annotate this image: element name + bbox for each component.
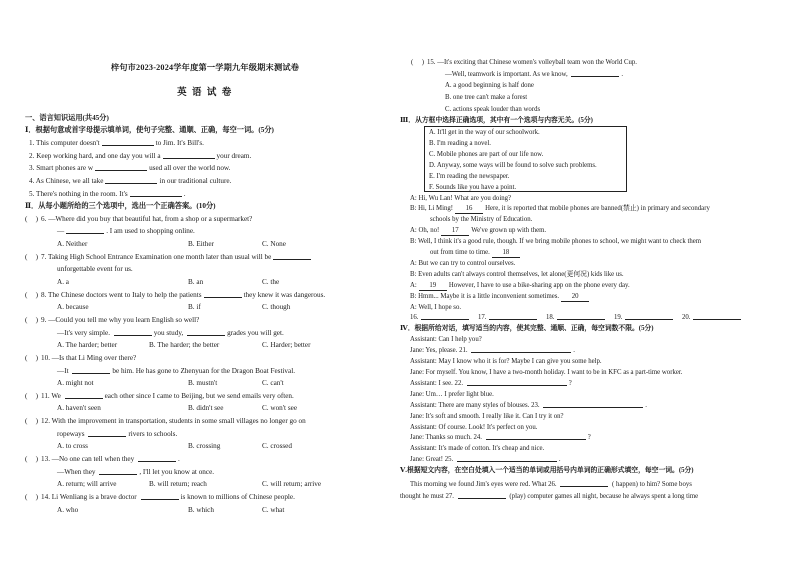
dialogue-line: Jane: It's soft and smooth. I really like it. Can I try it on? (410, 412, 564, 420)
option-b: B. if (188, 303, 201, 312)
answer-bracket: ( ) (25, 492, 38, 501)
box-option-f: F. Sounds like you have a point. (429, 183, 517, 191)
dialogue-line: out from time to time. 18 (400, 248, 770, 259)
option-c: C. None (262, 240, 286, 249)
question-10-options (25, 377, 385, 390)
option-b: B. The harder; the better (149, 341, 220, 350)
dialogue-line: Assistant: Of course. Look! It's perfect on you. (410, 423, 538, 431)
question-14-options (25, 504, 385, 517)
part-heading: 一、语言知识运用(共45分) (25, 113, 109, 122)
option-b: B. didn't see (188, 404, 224, 413)
options-box (424, 126, 627, 192)
answer-bracket: ( ) (25, 252, 38, 261)
numbered-blank: 19 (419, 282, 447, 291)
question-3: 3. Smart phones are w used all over the world now. (29, 164, 231, 173)
question-6-line-2: — . I am used to shopping online. (57, 227, 195, 236)
answer-16: 16. (410, 313, 478, 324)
question-15-stem: ( ) 15. —It's exciting that Chinese women's volleyball team won the World Cup. (400, 57, 770, 69)
answer-17: 17. (478, 313, 546, 324)
box-option-d: D. Anyway, some ways will be found to solve such problems. (429, 161, 597, 169)
option-b: B. one tree can't make a forest (445, 93, 528, 101)
answer-blank (72, 368, 110, 374)
dialogue-line: Assistant: There are many styles of blouses. 23. . (410, 401, 647, 409)
right-column-middle (400, 194, 770, 478)
option-a: A. who (57, 505, 79, 514)
answer-blank (141, 494, 179, 500)
box-option-e: E. I'm reading the newspaper. (429, 172, 510, 180)
dialogue-line: B: Well, I think it's a good rule, though. If we bring mobile phones to school, we might want to check them (410, 238, 702, 246)
dialogue-line: Jane: Yes, please. 21. . (410, 347, 575, 355)
answer-blank (66, 228, 104, 234)
answer-blank (204, 292, 242, 298)
numbered-blank: 17 (441, 227, 469, 236)
dialogue-line: Jane: Great! 25. . (410, 456, 561, 464)
answer-18: 18. (546, 313, 614, 324)
right-column-bottom (400, 479, 770, 503)
answer-bracket: ( ) (25, 391, 38, 400)
dialogue-line: Assistant: May I know who it is for? Maybe I can give you some help. (410, 358, 602, 366)
question-7-options (25, 276, 385, 289)
option-b: B. Either (188, 240, 214, 249)
question-13-line-2: —When they , I'll let you know at once. (57, 467, 215, 476)
option-b: B. which (188, 505, 214, 514)
answer-blank (625, 314, 673, 320)
answer-blank (88, 431, 126, 437)
answer-blank (467, 380, 567, 386)
dialogue-line: Assistant: Can I help you? (410, 336, 482, 344)
box-option-c: C. Mobile phones are part of our life now. (429, 150, 544, 158)
section-5-heading: Ⅴ.根据短文内容，在空白处填入一个适当的单词或用括号内单词的正确形式填空，每空一词。(5分) (400, 467, 694, 475)
option-c: C. will return; arrive (262, 480, 322, 489)
question-15-line-2: —Well, teamwork is important. As we know, . (445, 70, 624, 78)
answer-blank (95, 165, 147, 171)
question-9-line-2: —It's very simple. you study, grades you will get. (57, 328, 284, 337)
section-1-heading: Ⅰ．根据句意或首字母提示填单词，使句子完整、通顺、正确，每空一词。(5分) (25, 126, 274, 135)
answer-blank (130, 191, 182, 197)
option-c: C. Harder; better (262, 341, 311, 350)
question-7-line-2: unforgettable event for us. (57, 265, 133, 274)
answer-blank (471, 347, 571, 353)
answer-row (400, 313, 770, 324)
question-13-options (25, 478, 385, 491)
box-option-a: A. It'll get in the way of our schoolwork. (429, 128, 540, 136)
option-a: A. because (57, 303, 89, 312)
option-c: C. though (262, 303, 291, 312)
dialogue-line: B: Hi, Li Ming! 16 Here, it is reported that mobile phones are banned(禁止) in primary and secondary (410, 205, 710, 213)
option-a: A. return; will arrive (57, 480, 117, 489)
option-b: B. an (188, 278, 204, 287)
passage-line: This morning we found Jim's eyes were red. What 26. ( happen) to him? Some boys (410, 481, 692, 488)
question-4: 4. As Chinese, we all take in our traditional culture. (29, 176, 232, 185)
numbered-blank: 18 (492, 249, 520, 258)
question-6-options (25, 238, 385, 251)
left-column (25, 112, 385, 517)
answer-blank (543, 402, 643, 408)
answer-blank (693, 314, 741, 320)
answer-blank (458, 493, 506, 499)
dialogue-line: Assistant: I see. 22. ? (410, 379, 572, 387)
dialogue-line: A: Well, I hope so. (410, 303, 462, 311)
answer-blank (457, 456, 557, 462)
option-a: A. a (57, 278, 69, 287)
answer-blank (105, 178, 157, 184)
option-c: C. crossed (262, 442, 292, 451)
answer-blank (273, 254, 311, 260)
numbered-blank: 16 (455, 205, 483, 214)
answer-blank (65, 393, 103, 399)
section-2-heading: Ⅱ．从每小题所给的三个选项中，选出一个正确答案。(10分) (25, 202, 216, 211)
answer-blank (138, 456, 176, 462)
answer-blank (102, 140, 154, 146)
question-12-line-2: ropeways rivers to schools. (57, 429, 178, 438)
answer-blank (421, 314, 469, 320)
answer-blank (486, 434, 586, 440)
option-b: B. will return; reach (149, 480, 207, 489)
answer-blank (99, 469, 137, 475)
option-c: C. can't (262, 379, 284, 388)
option-a: A. to cross (57, 442, 88, 451)
answer-bracket: ( ) (25, 353, 38, 362)
answer-blank (114, 330, 152, 336)
answer-blank (489, 314, 537, 320)
numbered-blank: 20 (561, 293, 589, 302)
option-c: C. actions speak louder than words (445, 105, 541, 113)
section-3-heading: Ⅲ．从方框中选择正确选项，其中有一个选项与内容无关。(5分) (400, 117, 593, 125)
dialogue-line: Jane: Um… I prefer light blue. (410, 390, 494, 398)
question-10-line-2: —It be him. He has gone to Zhenyuan for the Dragon Boat Festival. (57, 366, 296, 375)
option-a: A. a good beginning is half done (445, 82, 534, 90)
answer-blank (571, 71, 619, 77)
question-12-stem: ( ) 12. With the improvement in transportation, students in some small villages no longer go on (25, 415, 385, 428)
section-4-heading: Ⅳ．根据所给对话，填写适当的内容，使其完整、通顺、正确，每空词数不限。(5分) (400, 325, 654, 333)
option-c: C. won't see (262, 404, 298, 413)
answer-20: 20. (682, 313, 750, 324)
question-9-options (25, 339, 385, 352)
answer-bracket: ( ) (25, 290, 38, 299)
option-a: A. Neither (57, 240, 88, 249)
dialogue-line: Jane: For myself. You know, I have a two-month holiday. I want to be in KFC as a part-time worker. (410, 369, 683, 376)
question-10-stem: ( ) 10. —Is that Li Ming over there? (25, 352, 385, 365)
option-a: A. might not (57, 379, 94, 388)
dialogue-line: schools by the Ministry of Education. (430, 216, 533, 224)
exam-title: 梓句市2023-2024学年度第一学期九年级期末测试卷 (110, 63, 300, 72)
question-9-stem: ( ) 9. —Could you tell me why you learn English so well? (25, 314, 385, 327)
answer-blank (163, 153, 215, 159)
passage-line: thought he must 27. (play) computer games all night, because he always spent a long time (400, 493, 699, 500)
dialogue-line: A: Hi, Wu Lan! What are you doing? (410, 194, 512, 202)
question-11-stem: ( ) 11. We each other since I came to Beijing, but we send emails very often. (25, 390, 385, 403)
question-8-stem: ( ) 8. The Chinese doctors went to Italy to help the patients they knew it was dangerous. (25, 289, 385, 302)
option-b: B. crossing (188, 442, 221, 451)
option-a: A. The harder; better (57, 341, 118, 350)
dialogue-line: B: Even adults can't always control themselves, let alone(更何况) kids like us. (410, 270, 624, 278)
answer-bracket: ( ) (25, 214, 38, 223)
box-option-b: B. I'm reading a novel. (429, 139, 492, 147)
option-c: C. the (262, 278, 280, 287)
answer-blank (187, 330, 225, 336)
question-2: 2. Keep working hard, and one day you will a your dream. (29, 151, 252, 160)
answer-bracket: ( ) (25, 417, 38, 426)
question-14-stem: ( ) 14. Li Wenliang is a brave doctor is known to millions of Chinese people. (25, 491, 385, 504)
question-1: 1. This computer doesn't to Jim. It's Bill's. (29, 138, 204, 147)
dialogue-line: B: Hmm... Maybe it is a little inconvenient sometimes. 20 (400, 292, 770, 303)
question-11-options (25, 402, 385, 415)
option-c: C. what (262, 505, 285, 514)
answer-19: 19. (614, 313, 682, 324)
answer-blank (560, 481, 608, 487)
question-13-stem: ( ) 13. —No one can tell when they . (25, 453, 385, 466)
dialogue-line: Jane: Thanks so much. 24. ? (410, 434, 591, 442)
question-8-options (25, 301, 385, 314)
dialogue-line: A: 19 However, I have to use a bike-sharing app on the phone every day. (410, 281, 630, 289)
question-12-options (25, 440, 385, 453)
answer-blank (557, 314, 605, 320)
question-5: 5. There's nothing in the room. It's . (29, 189, 186, 198)
right-column-top (400, 57, 770, 127)
exam-subtitle: 英 语 试 卷 (177, 88, 233, 98)
question-6-stem: ( ) 6. —Where did you buy that beautiful hat, from a shop or a supermarket? (25, 213, 385, 226)
answer-bracket: ( ) (25, 315, 38, 324)
question-7-stem: ( ) 7. Taking High School Entrance Examination one month later than usual will be (25, 251, 385, 264)
option-b: B. mustn't (188, 379, 218, 388)
dialogue-line: A: Oh, no! 17 We've grown up with them. (410, 227, 547, 235)
answer-bracket: ( ) (25, 454, 38, 463)
answer-bracket: ( ) (411, 59, 424, 67)
option-a: A. haven't seen (57, 404, 101, 413)
dialogue-line: Assistant: It's made of cotton. It's cheap and nice. (410, 445, 545, 453)
dialogue-line: A: But we can try to control ourselves. (410, 259, 516, 267)
